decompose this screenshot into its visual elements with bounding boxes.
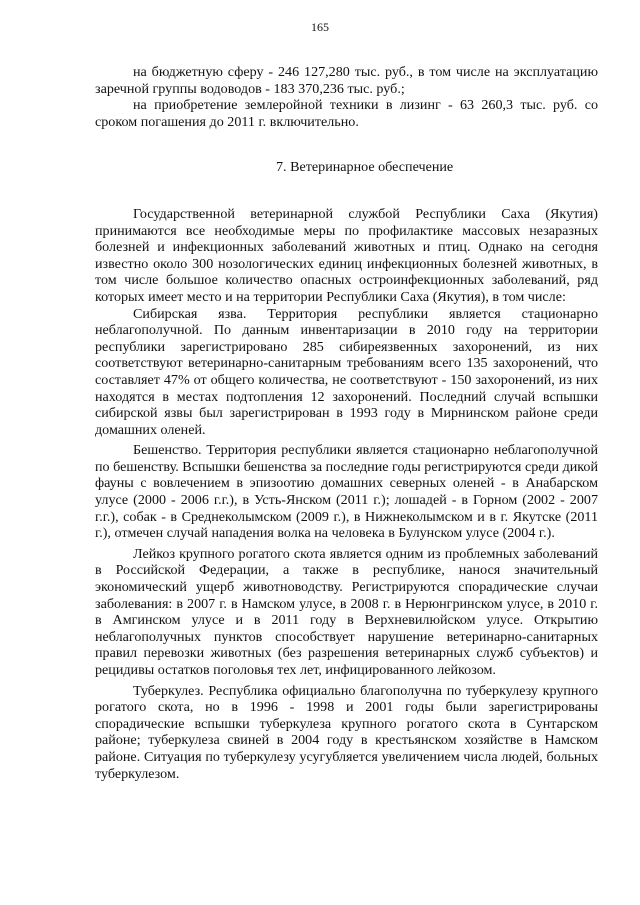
page-number: 165 (311, 20, 329, 34)
paragraph-leukosis: Лейкоз крупного рогатого скота является одним из проблемных заболеваний в Российской Федерации, а также в республике, нанося значительный экономический ущерб животноводству. Регистрируются спорадические случаи заболевания: в 2007 г. в Намском улусе, в 2008 г. в Нерюнгринском улусе, в 2010 г. в Амгинском улусе и в 2011 году в Верхневилюйском улусе. Открытию неблагополучных пунктов способствует нарушение ветеринарно-санитарных правил перевозки животных (без разрешения ветеринарных служб субъектов) и рецидивы остатков поголовья тех лет, инфицированного лейкозом. (95, 545, 598, 678)
paragraph-veterinary-service: Государственной ветеринарной службой Республики Саха (Якутия) принимаются все необходимые меры по профилактике массовых незаразных болезней и инфекционных заболеваний животных и птиц. Однако на сегодня известно около 300 нозологических единиц инфекционных болезней животных, в том числе большое количество опасных остроинфекционных заболеваний, ряд которых имеет место и на территории Республики Саха (Якутия), в том числе: (95, 205, 598, 305)
page-content (95, 64, 598, 782)
paragraph-anthrax: Сибирская язва. Территория республики является стационарно неблагополучной. По данным инвентаризации в 2010 году на территории республики зарегистрировано 285 сибиреязвенных захоронений, из них соответствуют ветеринарно-санитарным требованиям всего 135 захоронений, что составляет 47% от общего количества, не соответствуют - 150 захоронений, из них находятся в местах подтопления 12 захоронений. Последний случай вспышки сибирской язвы был зарегистрирован в 1993 году в Мирнинском районе среди домашних оленей. (95, 305, 598, 438)
paragraph-budget-sphere: на бюджетную сферу - 246 127,280 тыс. руб., в том числе на эксплуатацию заречной группы водоводов - 183 370,236 тыс. руб.; (95, 64, 598, 97)
paragraph-rabies: Бешенство. Территория республики является стационарно неблагополучной по бешенству. Вспышки бешенства за последние годы регистрируются среди дикой фауны с вовлечением в эпизоотию домашних северных оленей - в Анабарском улусе (2000 - 2006 г.г.), в Усть-Янском (2011 г.); лошадей - в Горном (2002 - 2007 г.г.), собак - в Среднеколымском (2009 г.), в Нижнеколымском и в г. Якутске (2011 г.), отмечен случай нападения волка на человека в Булунском улусе (2004 г.). (95, 442, 598, 542)
paragraph-tuberculosis: Туберкулез. Республика официально благополучна по туберкулезу крупного рогатого скота, но в 1996 - 1998 и 2001 годы были зарегистрированы спорадические вспышки туберкулеза крупного рогатого скота в Сунтарском районе; туберкулеза свиней в 2004 году в крестьянском хозяйстве в Намском районе. Ситуация по туберкулезу усугубляется увеличением числа людей, больных туберкулезом. (95, 682, 598, 782)
paragraph-excavation-equipment: на приобретение землеройной техники в лизинг - 63 260,3 тыс. руб. со сроком погашения до 2011 г. включительно. (95, 97, 598, 130)
section-heading: 7. Ветеринарное обеспечение (276, 159, 454, 176)
